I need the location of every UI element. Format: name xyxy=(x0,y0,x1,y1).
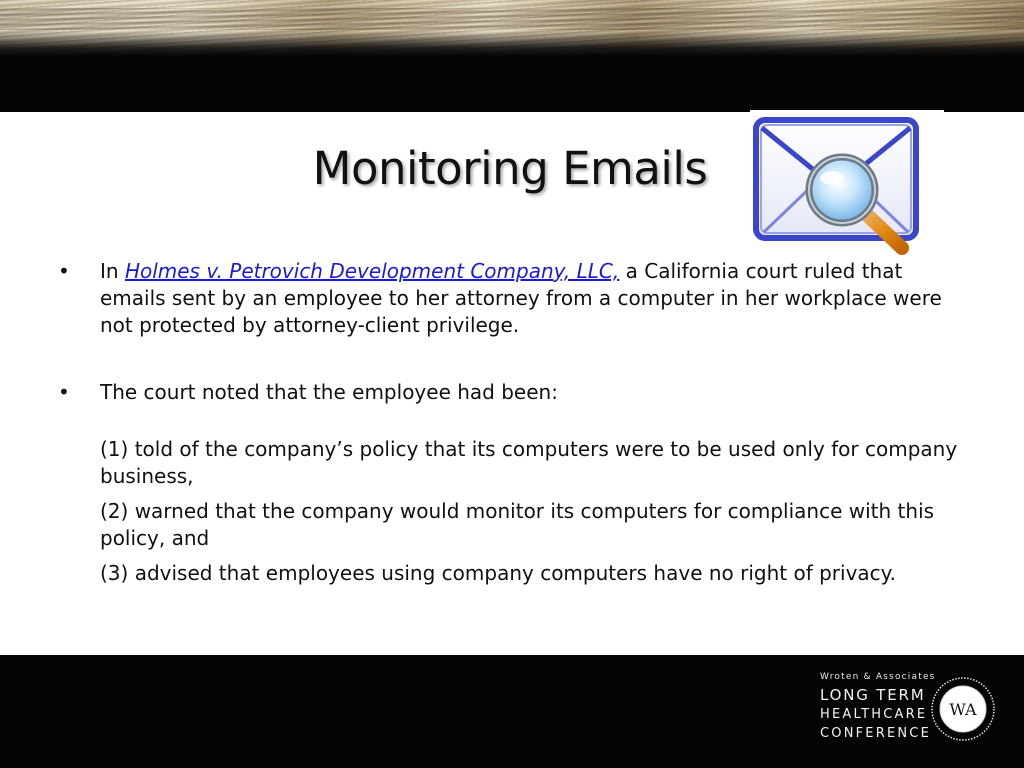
bullet-suffix: a California court ruled that emails sent by an employee to her attorney from a computer in her workplace were not protected by attorney-client privilege. xyxy=(100,259,942,337)
footer-band xyxy=(0,655,1024,768)
bullet-item xyxy=(58,258,968,339)
bullet-prefix: In xyxy=(100,259,125,283)
conference-line: HEALTHCARE xyxy=(820,707,928,722)
bullet-glyph: • xyxy=(58,380,70,404)
bullet-text: The court noted that the employee had been: xyxy=(100,380,558,404)
wa-seal-logo xyxy=(930,676,996,742)
seal-initials: WA xyxy=(949,700,977,719)
sub-item: (3) advised that employees using company computers have no right of privacy. xyxy=(100,561,897,585)
organizer-name: Wroten & Associates xyxy=(820,672,936,682)
slide-title: Monitoring Emails xyxy=(312,142,708,195)
bullet-glyph: • xyxy=(58,259,70,283)
slide-body xyxy=(58,258,968,595)
conference-line: LONG TERM xyxy=(820,686,926,704)
sub-item: (2) warned that the company would monitor its computers for compliance with this policy, and xyxy=(100,499,935,550)
mail-magnifier-icon xyxy=(752,114,924,258)
conference-line: CONFERENCE xyxy=(820,726,931,741)
sub-item: (1) told of the company’s policy that its computers were to be used only for company business, xyxy=(100,437,958,488)
header-band xyxy=(0,0,1024,112)
case-link[interactable]: Holmes v. Petrovich Development Company, LLC, xyxy=(124,259,620,283)
header-divider xyxy=(750,110,944,112)
header-wood-texture xyxy=(0,0,1024,56)
conference-logo-text xyxy=(820,672,936,743)
bullet-item xyxy=(58,379,968,406)
